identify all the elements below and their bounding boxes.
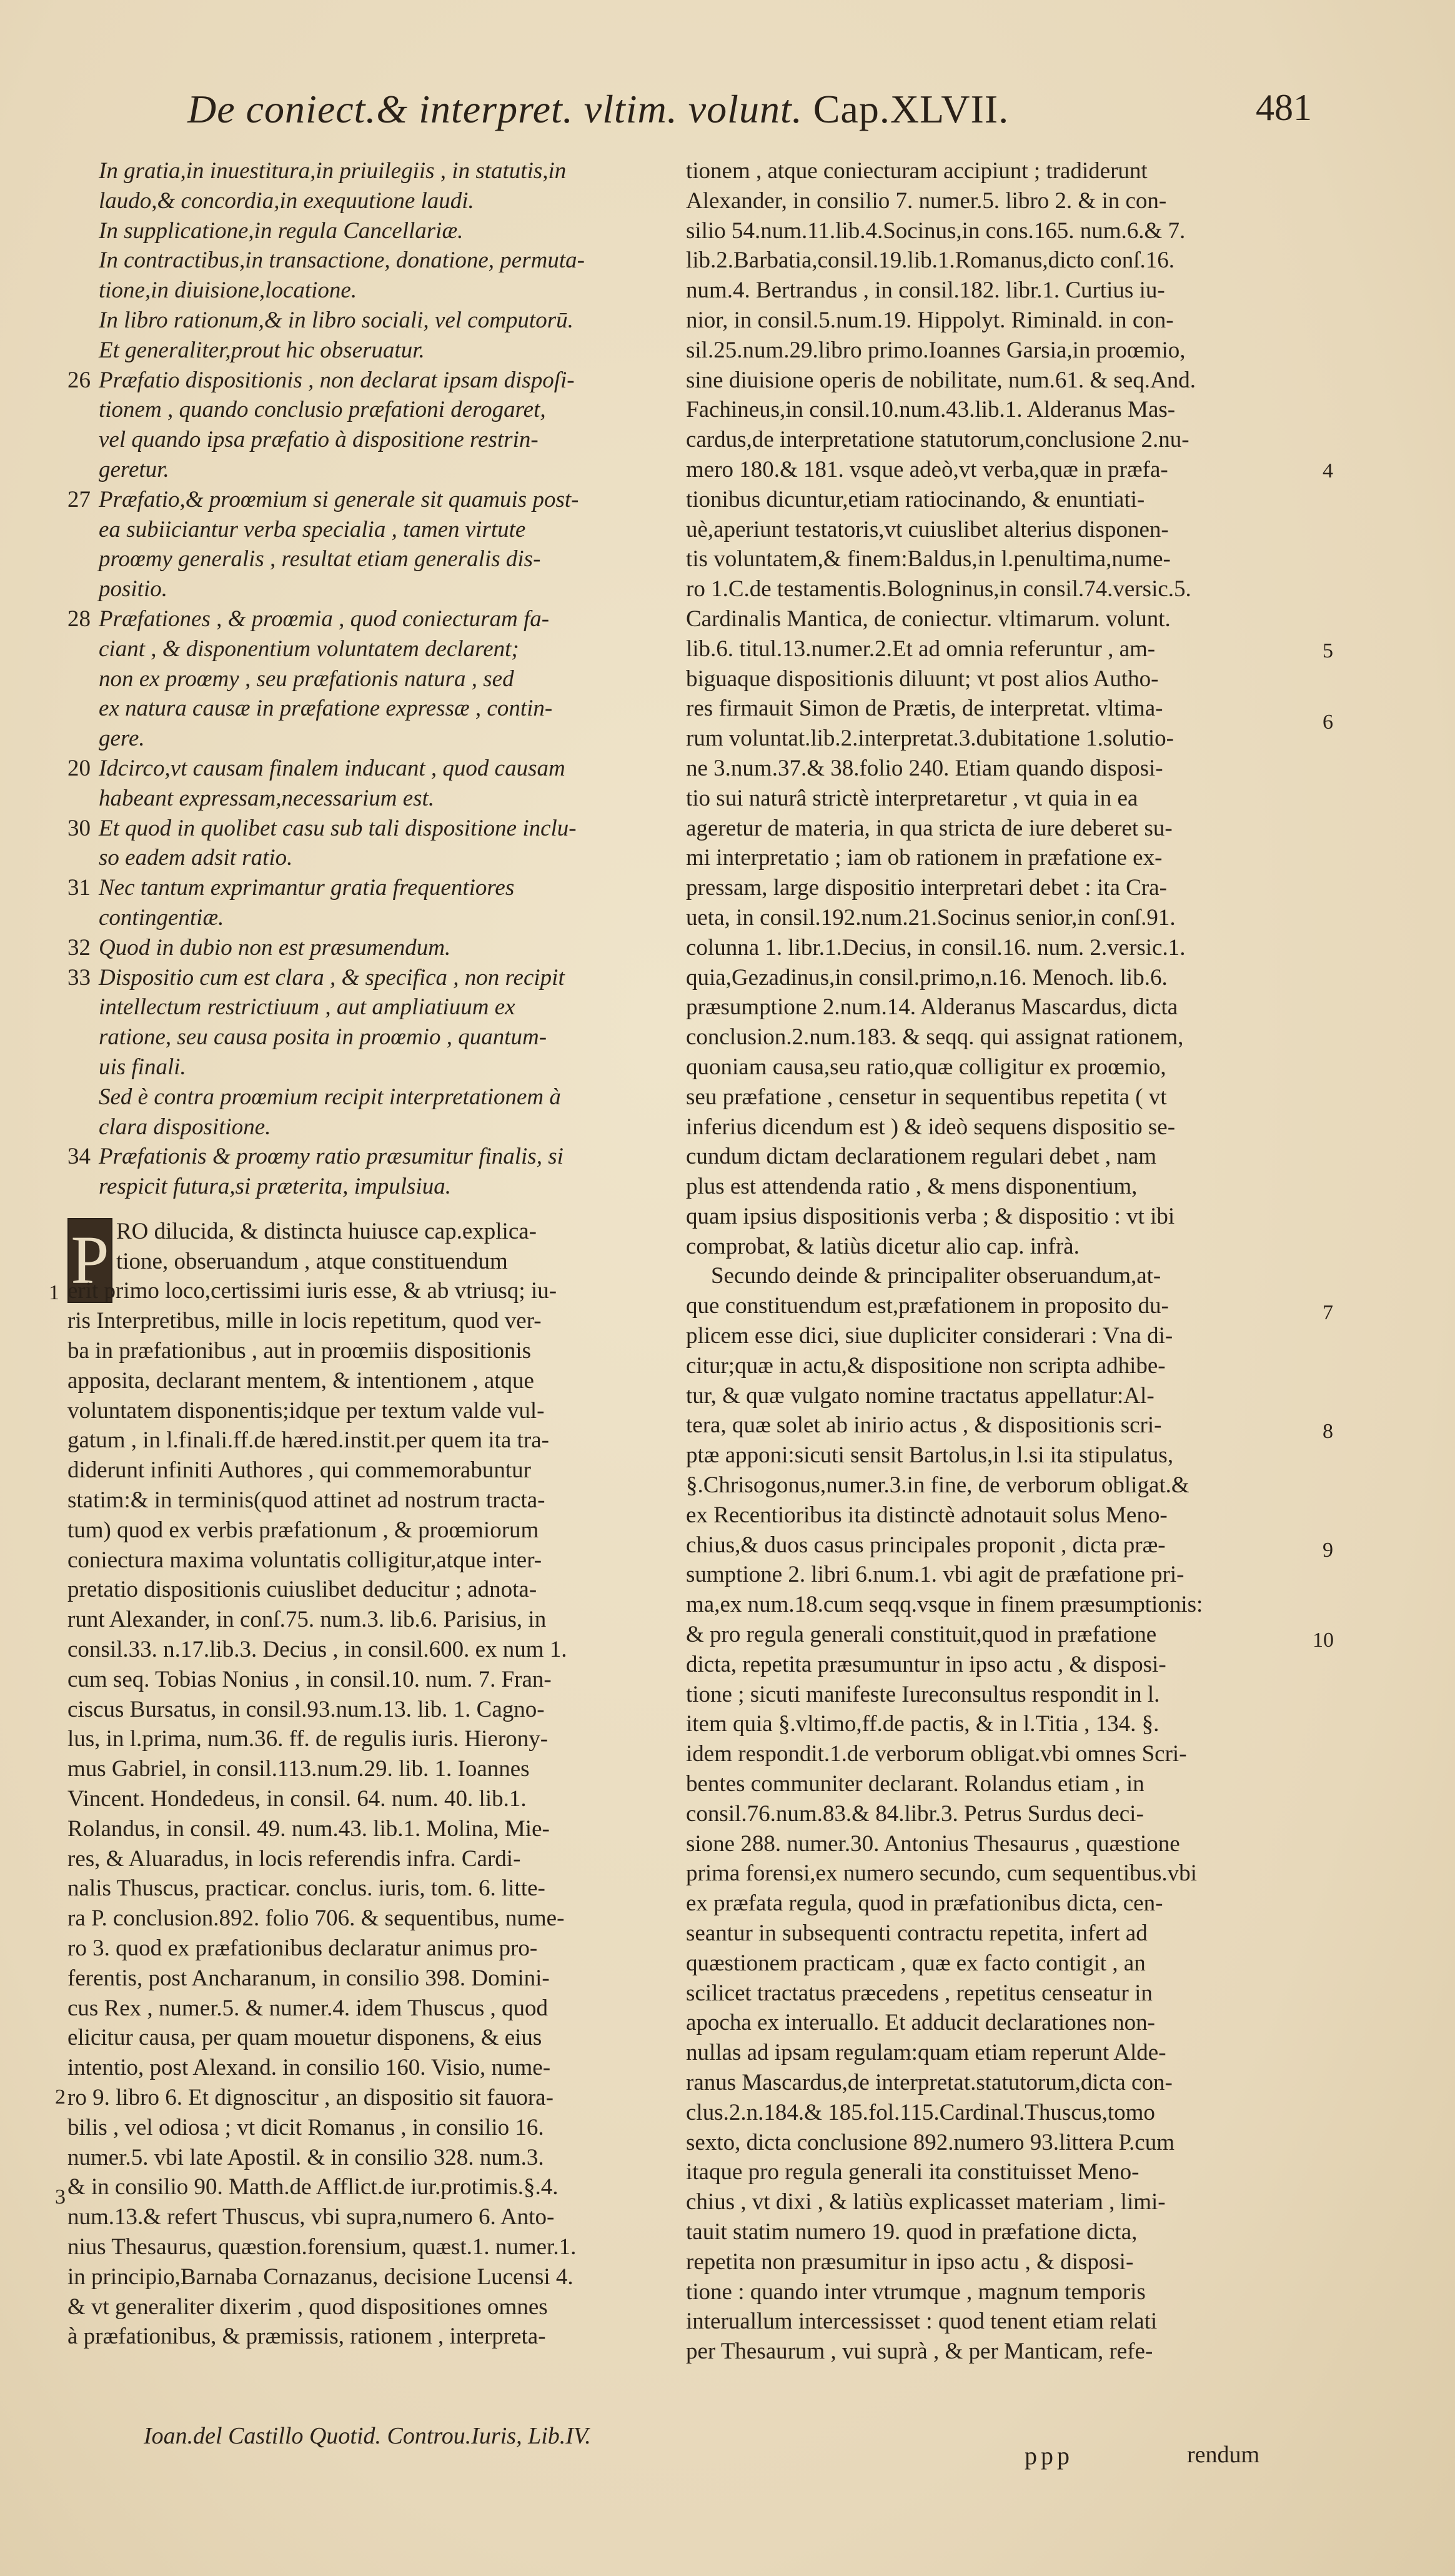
body-line: idem respondit.1.de verborum obligat.vbi omnes Scri-	[686, 1741, 1187, 1767]
summary-number: 31	[67, 875, 91, 901]
body-line: mero 180.& 181. vsque adeò,vt verba,quæ in præfa-	[686, 456, 1168, 482]
summary-text: habeant expressam,necessarium est.	[99, 785, 435, 811]
body-line: clus.2.n.184.& 185.fol.115.Cardinal.Thuscus,tomo	[686, 2099, 1155, 2125]
margin-number: 5	[1323, 639, 1333, 662]
body-line: cardus,de interpretatione statutorum,conclusione 2.nu-	[686, 427, 1189, 453]
body-line: Vincent. Hondedeus, in consil. 64. num. 40. lib.1.	[67, 1786, 527, 1812]
summary-text: gere.	[99, 726, 145, 752]
summary-line	[67, 485, 664, 515]
summary-line	[67, 724, 664, 754]
summary-text: In libro rationum,& in libro sociali, vel computorū.	[99, 307, 574, 333]
body-line: lib.6. titul.13.numer.2.Et ad omnia referuntur , am-	[686, 636, 1156, 662]
summary-line	[67, 336, 664, 366]
margin-number: 7	[1323, 1301, 1333, 1324]
drop-cap: P	[67, 1218, 112, 1303]
margin-number: 4	[1323, 459, 1333, 482]
body-line: tera, quæ solet ab inirio actus , & dispositionis scri-	[686, 1412, 1162, 1439]
body-line: cundum dictam declarationem regulari debet , nam	[686, 1144, 1157, 1170]
margin-number: 2	[55, 2085, 66, 2109]
body-line: tione ; sicuti manifeste Iureconsultus respondit in l.	[686, 1681, 1160, 1707]
summary-text: ratione, seu causa posita in proœmio , quantum-	[99, 1024, 547, 1051]
body-line: elicitur causa, per quam mouetur disponens, & eius	[67, 2025, 542, 2051]
body-line: coniectura maxima voluntatis colligitur,atque inter-	[67, 1547, 542, 1573]
body-line: que constituendum est,præfationem in proposito du-	[686, 1293, 1169, 1319]
body-line: tione, obseruandum , atque constituendum	[116, 1248, 508, 1274]
summary-text: Quod in dubio non est præsumendum.	[99, 934, 451, 961]
summary-line	[67, 366, 664, 396]
summary-line	[67, 246, 664, 276]
body-line: ciscus Bursatus, in consil.93.num.13. lib. 1. Cagno-	[67, 1696, 545, 1722]
summary-line	[67, 784, 664, 814]
body-line: voluntatem disponentis;idque per textum valde vul-	[67, 1397, 545, 1424]
summary-text: laudo,& concordia,in exequutione laudi.	[99, 187, 474, 214]
body-line: prima forensi,ex numero secundo, cum sequentibus.vbi	[686, 1860, 1197, 1887]
body-line: lus, in l.prima, num.36. ff. de regulis iuris. Hierony-	[67, 1726, 549, 1752]
summary-line	[67, 574, 664, 604]
body-line: à præfationibus, & præmissis, rationem , interpreta-	[67, 2324, 546, 2350]
body-line: Cardinalis Mantica, de coniectur. vltimarum. volunt.	[686, 606, 1171, 632]
body-line: consil.33. n.17.lib.3. Decius , in consil.600. ex num 1.	[67, 1637, 567, 1663]
body-line: Secundo deinde & principaliter obseruandum,at-	[711, 1263, 1161, 1289]
body-line: tione : quando inter vtrumque , magnum temporis	[686, 2279, 1146, 2305]
summary-line	[67, 963, 664, 993]
summary-text: so eadem adsit ratio.	[99, 845, 293, 871]
body-line: dicta, repetita præsumuntur in ipso actu , & disposi-	[686, 1651, 1166, 1677]
summary-text: In gratia,in inuestitura,in priuilegiis , in statutis,in	[99, 158, 567, 184]
body-line: & in consilio 90. Matth.de Afflict.de iur.protimis.§.4.	[67, 2174, 559, 2200]
summary-number: 27	[67, 486, 91, 512]
margin-number: 10	[1313, 1629, 1334, 1652]
body-line: sil.25.num.29.libro primo.Ioannes Garsia,in proœmio,	[686, 337, 1186, 363]
body-line: tum) quod ex verbis præfationum , & proœmiorum	[67, 1517, 539, 1543]
body-line: tio sui naturâ strictè interpretaretur , vt quia in ea	[686, 785, 1138, 811]
summary-line	[67, 1052, 664, 1082]
summary-text: tione,in diuisione,locatione.	[99, 277, 357, 304]
body-line: RO dilucida, & distincta huiusce cap.explica-	[116, 1218, 537, 1244]
body-line: tauit statim numero 19. quod in præfatione dicta,	[686, 2219, 1138, 2245]
summary-line	[67, 933, 664, 963]
body-line: consil.76.num.83.& 84.libr.3. Petrus Surdus deci-	[686, 1800, 1144, 1827]
left-column	[67, 156, 664, 2352]
body-line: nalis Thuscus, practicar. conclus. iuris, tom. 6. litte-	[67, 1875, 545, 1902]
margin-number: 8	[1323, 1420, 1333, 1443]
summary-line	[67, 1082, 664, 1112]
body-line: ranus Mascardus,de interpretat.statutorum,dicta con-	[686, 2070, 1173, 2095]
body-line: pretatio dispositionis cuiuslibet deducitur ; adnota-	[67, 1577, 537, 1603]
body-line: lib.2.Barbatia,consil.19.lib.1.Romanus,dicto conſ.16.	[686, 247, 1175, 274]
body-line: tur, & quæ vulgato nomine tractatus appellatur:Al-	[686, 1382, 1155, 1409]
body-line: plicem esse dici, siue dupliciter considerari : Vna di-	[686, 1323, 1173, 1349]
body-line: ra P. conclusion.892. folio 706. & sequentibus, nume-	[67, 1905, 565, 1932]
summary-line	[67, 1022, 664, 1052]
summary-text: proœmy generalis , resultat etiam generalis dis-	[99, 546, 541, 572]
body-line: quam ipsius dispositionis verba ; & dispositio : vt ibi	[686, 1203, 1175, 1229]
summary-line	[67, 216, 664, 246]
summary-text: Idcirco,vt causam finalem inducant , quod causam	[99, 755, 565, 781]
header-title	[187, 86, 1009, 132]
summary-line	[67, 1142, 664, 1172]
body-line: §.Chrisogonus,numer.3.in fine, de verborum obligat.&	[686, 1472, 1189, 1499]
body-line: cum seq. Tobias Nonius , in consil.10. num. 7. Fran-	[67, 1666, 552, 1692]
body-line: runt Alexander, in conſ.75. num.3. lib.6. Parisius, in	[67, 1607, 547, 1633]
summary-text: tionem , quando conclusio præfationi derogaret,	[99, 397, 546, 423]
body-line: chius,& duos casus principales proponit , dicta præ-	[686, 1532, 1166, 1558]
body-line: in principio,Barnaba Cornazanus, decisione Lucensi 4.	[67, 2264, 574, 2290]
summary-line	[67, 634, 664, 664]
summary-text: Sed è contra proœmium recipit interpretationem à	[99, 1084, 561, 1110]
body-line: rum voluntat.lib.2.interpretat.3.dubitatione 1.solutio-	[686, 726, 1174, 752]
summary-text: Nec tantum exprimantur gratia frequentiores	[99, 875, 515, 901]
body-line: Fachineus,in consil.10.num.43.lib.1. Alderanus Mas-	[686, 397, 1176, 423]
summary-number: 33	[67, 964, 91, 991]
body-line: erit primo loco,certissimi iuris esse, & ab vtriusq; iu-	[67, 1278, 557, 1304]
body-line: sexto, dicta conclusione 892.numero 93.littera P.cum	[686, 2129, 1174, 2155]
summary-text: ex natura causæ in præfatione expressæ , contin-	[99, 696, 553, 722]
summary-line	[67, 873, 664, 903]
body-line: ne 3.num.37.& 38.folio 240. Etiam quando disposi-	[686, 755, 1163, 781]
body-line: ferentis, post Ancharanum, in consilio 398. Domini-	[67, 1965, 550, 1991]
summary-line	[67, 156, 664, 186]
summary-number: 28	[67, 606, 91, 632]
right-column	[686, 156, 1311, 2367]
summary-line	[67, 843, 664, 873]
summary-line	[67, 992, 664, 1022]
summary-text: intellectum restrictiuum , aut ampliatiuum ex	[99, 994, 515, 1021]
signature-mark: ppp	[1025, 2442, 1073, 2470]
body-line: sine diuisione operis de nobilitate, num.61. & seq.And.	[686, 367, 1196, 393]
body-line: cus Rex , numer.5. & numer.4. idem Thuscus , quod	[67, 1995, 549, 2021]
body-line: ex Recentioribus ita distinctè adnotauit solus Meno-	[686, 1502, 1168, 1528]
summary-text: clara dispositione.	[99, 1114, 271, 1140]
body-line: ris Interpretibus, mille in locis repetitum, quod ver-	[67, 1308, 542, 1334]
summary-line	[67, 754, 664, 784]
body-line: scilicet tractatus præcedens , repetitus censeatur in	[686, 1980, 1153, 2006]
body-line: bilis , vel odiosa ; vt dicit Romanus , in consilio 16.	[67, 2114, 544, 2140]
summary-line	[67, 814, 664, 844]
summary-text: ciant , & disponentium voluntatem declarent;	[99, 636, 519, 662]
margin-number: 1	[49, 1281, 59, 1304]
summary-line	[67, 604, 664, 634]
summary-text: Et quod in quolibet casu sub tali dispositione inclu-	[99, 815, 577, 841]
body-line: ex præfata regula, quod in præfationibus dicta, cen-	[686, 1890, 1163, 1917]
body-line: conclusion.2.num.183. & seqq. qui assignat rationem,	[686, 1024, 1184, 1051]
summary-number: 26	[67, 367, 91, 393]
summary-text: Præfationis & proœmy ratio præsumitur finalis, si	[99, 1144, 564, 1170]
body-line: sione 288. numer.30. Antonius Thesaurus , quæstione	[686, 1830, 1180, 1857]
body-line: comprobat, & latiùs dicetur alio cap. infrà.	[686, 1233, 1080, 1259]
body-line: res, & Aluaradus, in locis referendis infra. Cardi-	[67, 1845, 521, 1872]
body-line: quoniam causa,seu ratio,quæ colligitur ex proœmio,	[686, 1054, 1166, 1080]
body-line: interuallum intercessisset : quod tenent etiam relati	[686, 2309, 1158, 2335]
summary-text: Et generaliter,prout hic obseruatur.	[99, 337, 425, 363]
body-line: per Thesaurum , vui suprà , & per Manticam, refe-	[686, 2339, 1153, 2365]
page-number: 481	[1256, 87, 1312, 128]
summary-text: geretur.	[99, 456, 169, 482]
body-line: repetita non præsumitur in ipso actu , & disposi-	[686, 2249, 1134, 2275]
body-line: statim:& in terminis(quod attinet ad nostrum tracta-	[67, 1487, 545, 1514]
body-line: ba in præfationibus , aut in proœmiis dispositionis	[67, 1338, 532, 1364]
summary-line	[67, 306, 664, 336]
summary-text: In contractibus,in transactione, donatione, permuta-	[99, 247, 585, 274]
summary-line	[67, 903, 664, 933]
body-line: seantur in subsequenti contractu repetita, infert ad	[686, 1920, 1148, 1947]
body-line: inferius dicendum est ) & ideò sequens dispositio se-	[686, 1114, 1176, 1140]
body-line: uè,aperiunt testatoris,vt cuiuslibet alterius disponen-	[686, 516, 1169, 542]
summary-number: 34	[67, 1144, 91, 1170]
summary-text: positio.	[99, 576, 167, 602]
body-line: silio 54.num.11.lib.4.Socinus,in cons.165. num.6.& 7.	[686, 217, 1186, 244]
body-line: nullas ad ipsam regulam:quam etiam reperunt Alde-	[686, 2040, 1166, 2066]
body-line: item quia §.vltimo,ff.de pactis, & in l.Titia , 134. §.	[686, 1711, 1160, 1737]
summary-text: contingentiæ.	[99, 904, 224, 931]
summary-line	[67, 694, 664, 724]
body-line: quæstionem practicam , quæ ex facto contigit , an	[686, 1950, 1146, 1976]
summary-number: 30	[67, 815, 91, 841]
summary-line	[67, 515, 664, 545]
body-line: intentio, post Alexand. in consilio 160. Visio, nume-	[67, 2055, 551, 2081]
body-line: biguaque dispositionis diluunt; vt post alios Autho-	[686, 666, 1159, 692]
running-footer: Ioan.del Castillo Quotid. Controu.Iuris, Lib.IV.	[144, 2423, 591, 2449]
body-line: chius , vt dixi , & latiùs explicasset materiam , limi-	[686, 2189, 1166, 2215]
body-line: seu præfatione , censetur in sequentibus repetita ( vt	[686, 1084, 1167, 1110]
margin-number: 6	[1323, 711, 1333, 734]
body-line: num.13.& refert Thuscus, vbi supra,numero 6. Anto-	[67, 2204, 555, 2230]
summary-text: Præfatio dispositionis , non declarat ipsam dispoſi-	[99, 367, 575, 393]
margin-number: 9	[1323, 1539, 1333, 1562]
header-chapter: Cap.XLVII.	[813, 87, 1010, 131]
body-line: Rolandus, in consil. 49. num.43. lib.1. Molina, Mie-	[67, 1815, 550, 1842]
summary-text: respicit futura,si præterita, impulsiua.	[99, 1174, 451, 1200]
body-line: pressam, large dispositio interpretari debet : ita Cra-	[686, 875, 1167, 901]
summary-number: 20	[67, 755, 91, 781]
body-line: tis voluntatem,& finem:Baldus,in l.penultima,nume-	[686, 546, 1171, 572]
summary-line	[67, 276, 664, 306]
summary-text: non ex proœmy , seu præfationis natura , sed	[99, 666, 514, 692]
body-line: ma,ex num.18.cum seqq.vsque in finem præsumptionis:	[686, 1592, 1203, 1618]
summary-text: In supplicatione,in regula Cancellariæ.	[99, 217, 464, 244]
body-line: ro 3. quod ex præfationibus declaratur animus pro-	[67, 1935, 538, 1962]
body-line: tionem , atque coniecturam accipiunt ; tradiderunt	[686, 158, 1148, 184]
body-line: mi interpretatio ; iam ob rationem in præfatione ex-	[686, 845, 1163, 871]
body-line: itaque pro regula generali ita constituisset Meno-	[686, 2159, 1140, 2185]
body-line: apocha ex interuallo. Et adducit declarationes non-	[686, 2010, 1156, 2036]
margin-number: 3	[55, 2185, 66, 2209]
summary-line	[67, 544, 664, 574]
body-line: præsumptione 2.num.14. Alderanus Mascardus, dicta	[686, 994, 1178, 1021]
summary-line	[67, 395, 664, 425]
summary-line	[67, 186, 664, 216]
summary-text: ea subiiciantur verba specialia , tamen virtute	[99, 516, 526, 542]
catchword: rendum	[1187, 2442, 1260, 2468]
summary-text: Præfatio,& proœmium si generale sit quamuis post-	[99, 486, 579, 512]
summary-text: uis finali.	[99, 1054, 186, 1080]
summary-line	[67, 1112, 664, 1142]
body-line: numer.5. vbi late Apostil. & in consilio 328. num.3.	[67, 2144, 544, 2170]
body-line: ro 9. libro 6. Et dignoscitur , an dispositio sit fauora-	[67, 2085, 554, 2110]
body-line: num.4. Bertrandus , in consil.182. libr.1. Curtius iu-	[686, 277, 1165, 304]
running-header	[187, 86, 1312, 142]
body-line: diderunt infiniti Authores , qui commemorabuntur	[67, 1457, 531, 1484]
body-line: gatum , in l.finali.ff.de hæred.instit.per quem ita tra-	[67, 1427, 549, 1454]
left-body-text	[67, 1217, 664, 2352]
body-line: nius Thesaurus, quæstion.forensium, quæst.1. numer.1.	[67, 2234, 577, 2260]
summary-number: 32	[67, 934, 91, 961]
body-line: ro 1.C.de testamentis.Bologninus,in consil.74.versic.5.	[686, 576, 1191, 602]
summary-line	[67, 425, 664, 455]
body-line: ptæ apponi:sicuti sensit Bartolus,in l.si ita stipulatus,	[686, 1442, 1174, 1469]
body-line: tionibus dicuntur,etiam ratiocinando, & enuntiati-	[686, 486, 1145, 512]
body-line: & vt generaliter dixerim , quod dispositiones omnes	[67, 2294, 548, 2320]
body-line: & pro regula generali constituit,quod in præfatione	[686, 1622, 1157, 1648]
body-line: ageretur de materia, in qua stricta de iure deberet su-	[686, 815, 1173, 841]
header-title-text: De coniect.& interpret. vltim. volunt.	[187, 87, 803, 131]
body-line: citur;quæ in actu,& dispositione non scripta adhibe-	[686, 1352, 1166, 1379]
summary-line	[67, 1172, 664, 1202]
body-line: quia,Gezadinus,in consil.primo,n.16. Menoch. lib.6.	[686, 964, 1168, 991]
body-line: Alexander, in consilio 7. numer.5. libro 2. & in con-	[686, 187, 1167, 214]
summary-text: Dispositio cum est clara , & specifica , non recipit	[99, 964, 565, 991]
chapter-summary	[67, 156, 664, 1202]
body-line: sumptione 2. libri 6.num.1. vbi agit de præfatione pri-	[686, 1562, 1184, 1588]
body-line: ueta, in consil.192.num.21.Socinus senior,in conſ.91.	[686, 904, 1176, 931]
body-line: apposita, declarant mentem, & intentionem , atque	[67, 1367, 534, 1394]
body-line: mus Gabriel, in consil.113.num.29. lib. 1. Ioannes	[67, 1756, 530, 1782]
body-line: plus est attendenda ratio , & mens disponentium,	[686, 1174, 1138, 1200]
summary-line	[67, 664, 664, 694]
summary-text: Præfationes , & proœmia , quod coniecturam fa-	[99, 606, 550, 632]
summary-text: vel quando ipsa præfatio à dispositione restrin-	[99, 427, 539, 453]
body-line: colunna 1. libr.1.Decius, in consil.16. num. 2.versic.1.	[686, 934, 1186, 961]
body-line: bentes communiter declarant. Rolandus etiam , in	[686, 1771, 1145, 1797]
summary-line	[67, 455, 664, 485]
body-line: nior, in consil.5.num.19. Hippolyt. Riminald. in con-	[686, 307, 1174, 333]
body-line: res firmauit Simon de Prætis, de interpretat. vltima-	[686, 696, 1163, 722]
